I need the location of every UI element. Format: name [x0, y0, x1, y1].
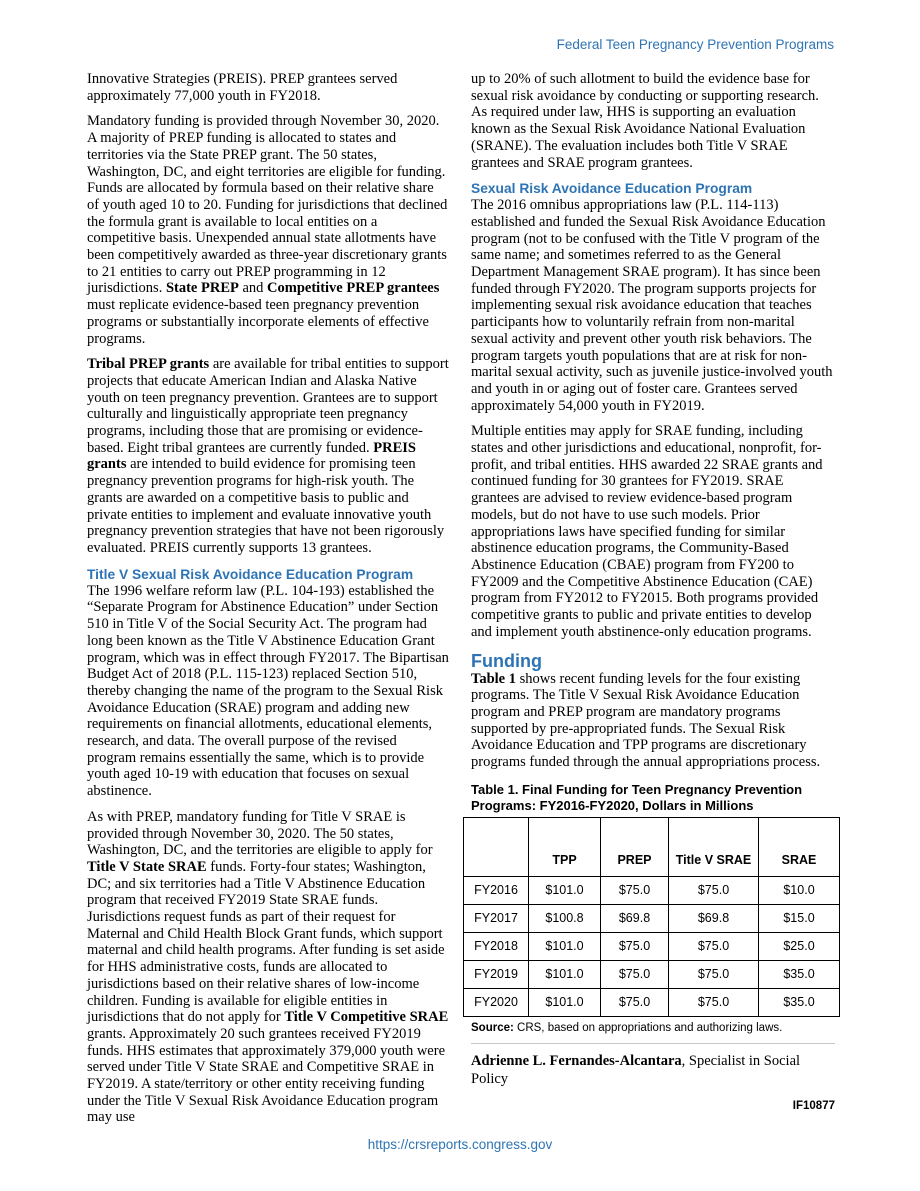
table-header-cell: TPP — [529, 817, 601, 876]
table-row — [464, 904, 840, 932]
left-column — [87, 71, 449, 1135]
table-cell: FY2019 — [464, 960, 529, 988]
table-cell: $75.0 — [601, 932, 669, 960]
table-cell: $35.0 — [759, 988, 840, 1016]
paragraph: Table 1 shows recent funding levels for the four existing programs. The Title V Sexual Risk Avoidance Education program and PREP program are mandatory programs supported by pre-appropriated funds. The Sexual Risk Avoidance Education and TPP programs are discretionary programs funded through the annual appropriations process. — [471, 670, 821, 771]
table-cell: $75.0 — [669, 876, 759, 904]
table-cell: FY2017 — [464, 904, 529, 932]
table-row — [464, 932, 840, 960]
table-cell: $10.0 — [759, 876, 840, 904]
table-cell: $75.0 — [669, 960, 759, 988]
table-cell: $100.8 — [529, 904, 601, 932]
table-header-cell: Title V SRAE — [669, 817, 759, 876]
table-header-row — [464, 817, 840, 876]
paragraph: Innovative Strategies (PREIS). PREP grantees served approximately 77,000 youth in FY2018. — [87, 71, 398, 104]
table-header-cell: PREP — [601, 817, 669, 876]
funding-table — [463, 817, 840, 1017]
table-row — [464, 960, 840, 988]
paragraph: As with PREP, mandatory funding for Title V SRAE is provided through November 30, 2020. The 50 states, Washington, DC, and the territories are eligible to apply for Title V State SRAE funds. Forty-four states; Washington, DC; and six territories had a Title V Abstinence Education program that received FY2019 State SRAE funds. Jurisdictions request funds as part of their request for Maternal and Child Health Block Grant funds, which support maternal and child health programs. After funding is set aside for HHS administrative costs, funds are allocated to jurisdictions based on their relative shares of low-income children. Funding is available for eligible entities in jurisdictions that do not apply for Title V Competitive SRAE grants. Approximately 20 such grantees received FY2019 funds. HHS estimates that approximately 379,000 youth were served under Title V State SRAE and Competitive SRAE in FY2019. A state/territory or other entity receiving funding under the Title V Sexual Risk Avoidance Education program may use — [87, 808, 449, 1126]
table-caption: Table 1. Final Funding for Teen Pregnancy Prevention Programs: FY2016-FY2020, Dollars in Millions — [471, 781, 803, 813]
table-source: Source: CRS, based on appropriations and authorizing laws. — [471, 1021, 783, 1034]
paragraph: Multiple entities may apply for SRAE funding, including states and other jurisdictions and educational, nonprofit, for-profit, and tribal entities. HHS awarded 22 SRAE grants and continued funding for 30 grantees for FY2019. SRAE grantees are advised to review evidence-based program models, but do not have to use such models. Prior appropriations laws have specified funding for similar abstinence education programs, the Community-Based Abstinence Education (CBAE) program from FY200 to FY2009 and the Competitive Abstinence Education (CAE) program from FY2012 to FY2015. Both programs provided competitive grants to public and private entities to develop and implement youth abstinence-only education programs. — [471, 423, 823, 640]
table-cell: $75.0 — [669, 932, 759, 960]
table-cell: FY2020 — [464, 988, 529, 1016]
table-header-cell — [464, 817, 529, 876]
section-heading: Funding — [471, 650, 542, 671]
table-cell: $101.0 — [529, 876, 601, 904]
divider — [471, 1043, 835, 1044]
table-cell: $15.0 — [759, 904, 840, 932]
table-header-cell: SRAE — [759, 817, 840, 876]
table-cell: $69.8 — [601, 904, 669, 932]
subheading: Title V Sexual Risk Avoidance Education Program — [87, 566, 414, 582]
paragraph: up to 20% of such allotment to build the evidence base for sexual risk avoidance by conducting or supporting research. As required under law, HHS is supporting an evaluation known as the Sexual Risk Avoidance National Evaluation (SRANE). The evaluation includes both Title V SRAE grantees and SRAE program grantees. — [471, 71, 819, 171]
table-cell: $101.0 — [529, 960, 601, 988]
footer-url-link[interactable]: https://crsreports.congress.gov — [367, 1137, 553, 1152]
table-cell: $101.0 — [529, 988, 601, 1016]
table-row — [464, 988, 840, 1016]
table-cell: $75.0 — [601, 876, 669, 904]
subheading: Sexual Risk Avoidance Education Program — [471, 181, 753, 197]
author-line: Adrienne L. Fernandes-Alcantara, Specialist in Social Policy — [471, 1052, 801, 1087]
table-cell: $25.0 — [759, 932, 840, 960]
table-cell: $101.0 — [529, 932, 601, 960]
table-cell: FY2016 — [464, 876, 529, 904]
running-header: Federal Teen Pregnancy Prevention Programs — [556, 37, 834, 52]
table-cell: $75.0 — [669, 988, 759, 1016]
table-cell: $75.0 — [601, 988, 669, 1016]
table-cell: $75.0 — [601, 960, 669, 988]
table-cell: $35.0 — [759, 960, 840, 988]
paragraph: Mandatory funding is provided through November 30, 2020. A majority of PREP funding is allocated to states and territories via the State PREP grant. The 50 states, Washington, DC, and eight territories are eligible for funding. Funds are allocated by formula based on their relative share of youth aged 10 to 20. Funding for jurisdictions that declined the formula grant is available to local entities on a competitive basis. Unexpended annual state allotments have been competitively awarded as three-year discretionary grants to 21 entities to carry out PREP programming in 12 jurisdictions. State PREP and Competitive PREP grantees must replicate evidence-based teen pregnancy prevention programs or substantially incorporate elements of effective programs. — [87, 113, 448, 347]
table-row — [464, 876, 840, 904]
paragraph: The 2016 omnibus appropriations law (P.L. 114-113) established and funded the Sexual Risk Avoidance Education program (not to be confused with the Title V program of the same name; and sometimes referred to as the General Department Management SRAE program). It has since been funded through FY2020. The program supports projects for implementing sexual risk avoidance education that teaches participants how to voluntarily refrain from non-marital sexual activity and prevent other youth risk behaviors. The program targets youth populations that are at risk for non-marital sexual activity, such as juvenile justice-involved youth and youth in or aging out of foster care. Grantees served approximately 54,000 youth in FY2019. — [471, 197, 833, 414]
right-column — [471, 71, 835, 1112]
paragraph: Tribal PREP grants are available for tribal entities to support projects that educate American Indian and Alaska Native youth on teen pregnancy prevention. Grantees are to support culturally and linguistically appropriate teen pregnancy programs, including those that are promising or evidence-based. Eight tribal grantees are currently funded. PREIS grants are intended to build evidence for promising teen pregnancy prevention programs for high-risk youth. The grants are awarded on a competitive basis to public and private entities to implement and evaluate innovative youth pregnancy prevention strategies that have not been rigorously evaluated. PREIS currently supports 13 grantees. — [87, 356, 449, 556]
table-cell: $69.8 — [669, 904, 759, 932]
document-id: IF10877 — [792, 1099, 835, 1112]
table-cell: FY2018 — [464, 932, 529, 960]
paragraph: The 1996 welfare reform law (P.L. 104-193) established the “Separate Program for Abstinence Education” under Section 510 in Title V of the Social Security Act. The program had long been known as the Title V Abstinence Education Grant program, which was in effect through FY2017. The Bipartisan Budget Act of 2018 (P.L. 115-123) replaced Section 510, thereby changing the name of the program to the Sexual Risk Avoidance Education (SRAE) program and adding new requirements on financial allotments, educational elements, research, and data. The overall purpose of the revised program remains essentially the same, which is to provide youth aged 10-19 with education that focuses on sexual abstinence. — [87, 582, 449, 800]
